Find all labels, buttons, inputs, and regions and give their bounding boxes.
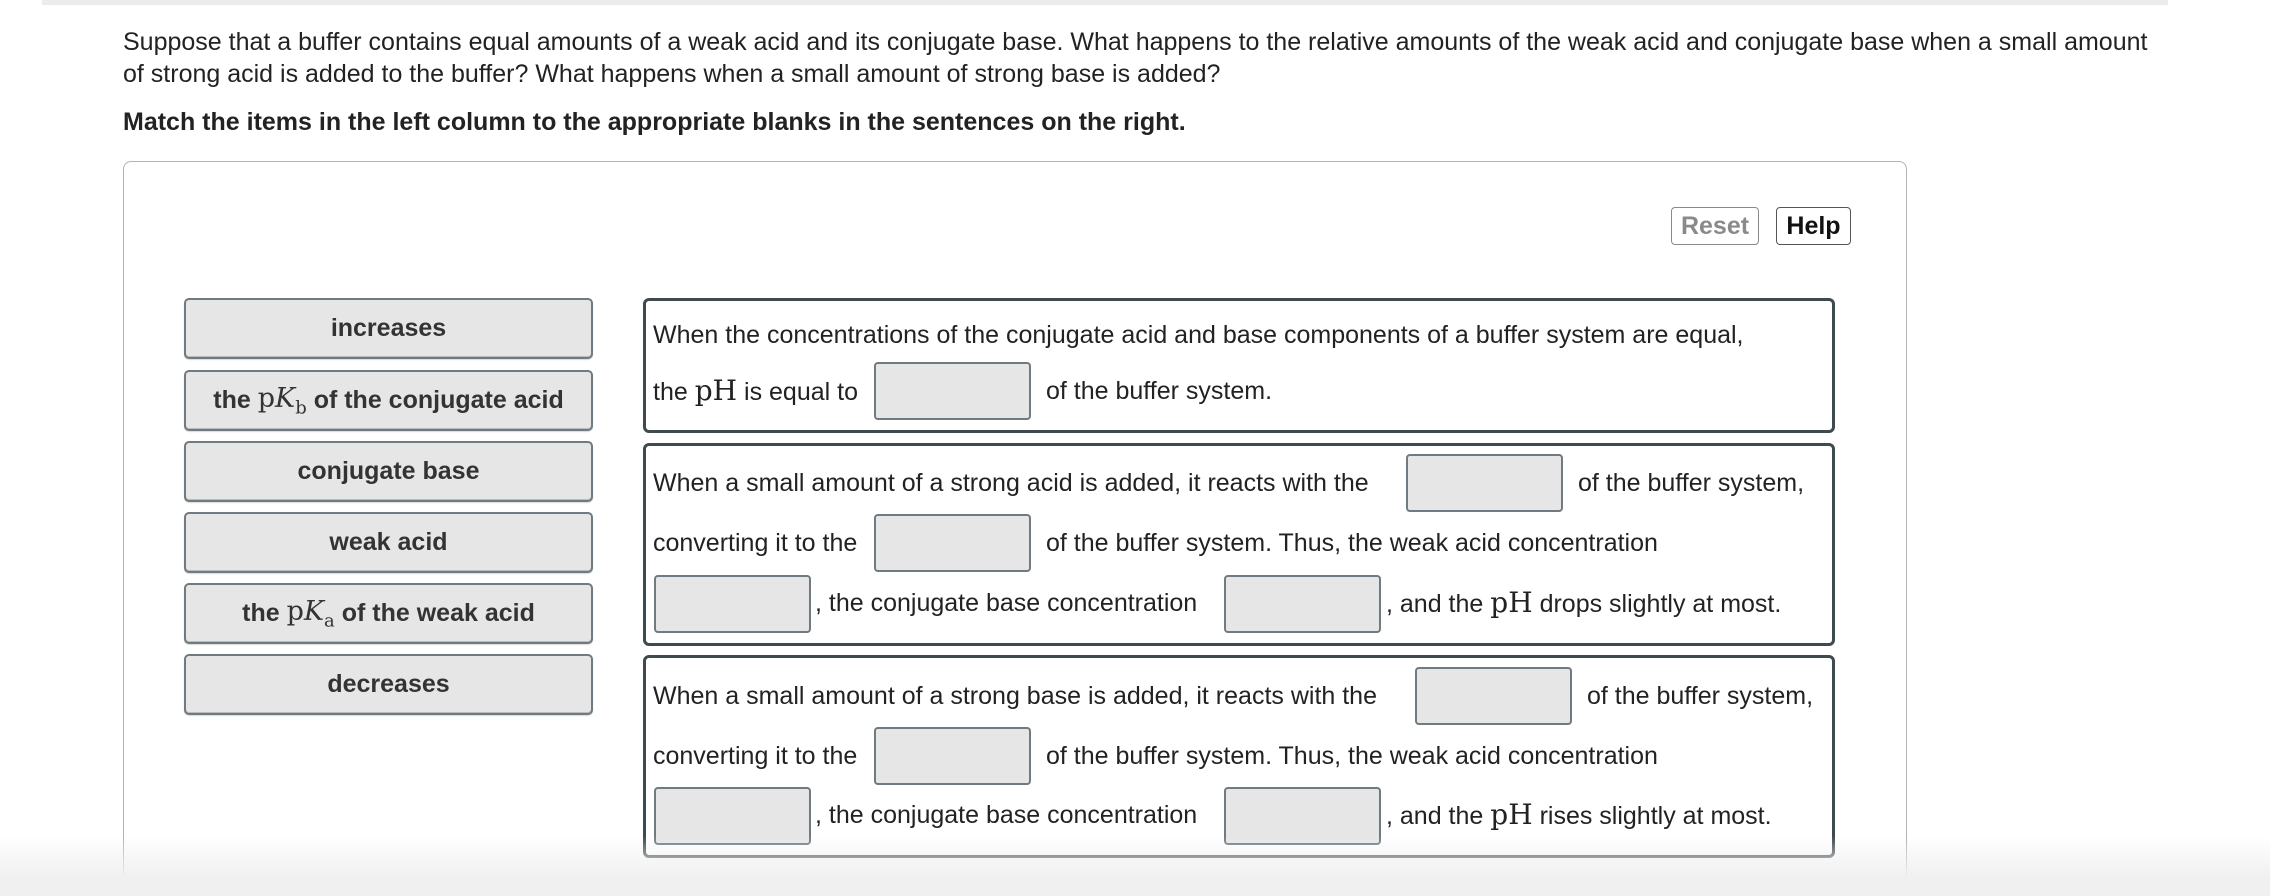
sentence-3-line-1a: When a small amount of a strong base is added, it reacts with the [653,682,1377,710]
drop-blank-8[interactable] [654,787,811,845]
pkb-math: $pK_b$ [257,382,307,419]
drag-item-label: conjugate base [297,457,480,485]
drop-blank-2[interactable] [1406,454,1563,512]
drag-item-label: weak acid [329,528,448,556]
sentence-3-line-3a: , the conjugate base concentration [815,801,1198,829]
drag-item-label-suffix: of the conjugate acid [313,386,564,414]
help-button[interactable]: Help [1776,207,1851,245]
question-text: Suppose that a buffer contains equal amounts of a weak acid and its conjugate base. What happens to the relative amounts of the weak acid and conjugate base when a small amount of strong acid is added to the buffer? What happens when a small amount of strong base is added? [123,28,2148,88]
sentence-3-line-2b: of the buffer system. Thus, the weak acid concentration [1046,742,1658,770]
sentence-2-line-3b: , and the pH drops slightly at most. [1386,586,1782,619]
drag-item-label: increases [330,314,447,342]
pka-math: $pK_a$ [286,595,335,632]
sentence-2-line-1a: When a small amount of a strong acid is added, it reacts with the [653,469,1369,497]
top-bar [42,0,2168,5]
drop-blank-3[interactable] [874,514,1031,572]
drop-blank-6[interactable] [1415,667,1572,725]
instruction-text: Match the items in the left column to the appropriate blanks in the sentences on the right. [123,108,1186,136]
drag-item-label-suffix: of the weak acid [341,599,535,627]
drop-blank-4[interactable] [654,575,811,633]
drag-item-label: decreases [327,670,450,698]
drag-item-conjugate-base[interactable] [184,441,593,502]
drop-blank-5[interactable] [1224,575,1381,633]
sentence-2-line-2a: converting it to the [653,529,858,557]
sentence-2-line-3a: , the conjugate base concentration [815,589,1198,617]
drag-item-weak-acid[interactable] [184,512,593,573]
sentence-1-line-1: When the concentrations of the conjugate acid and base components of a buffer system are equal, [653,321,1744,349]
drag-item-pka-weak-acid[interactable] [184,583,593,644]
drop-blank-1[interactable] [874,362,1031,420]
drag-item-increases[interactable] [184,298,593,359]
sentence-2-line-2b: of the buffer system. Thus, the weak acid concentration [1046,529,1658,557]
drag-item-decreases[interactable] [184,654,593,715]
sentence-3-line-2a: converting it to the [653,742,858,770]
drag-item-label-prefix: the [242,599,280,627]
sentence-box-1 [643,298,1835,433]
sentence-3-line-1b: of the buffer system, [1587,682,1814,710]
drop-blank-9[interactable] [1224,787,1381,845]
drop-blank-7[interactable] [874,727,1031,785]
sentence-3-line-3b: , and the pH rises slightly at most. [1386,798,1772,831]
drag-item-label-prefix: the [213,386,251,414]
sentence-1-line-2a: the pH is equal to [653,374,858,407]
drag-item-pkb-conjugate-acid[interactable] [184,370,593,431]
sentence-2-line-1b: of the buffer system, [1578,469,1805,497]
sentence-1-line-2c: of the buffer system. [1046,377,1273,405]
reset-button[interactable]: Reset [1671,207,1759,245]
